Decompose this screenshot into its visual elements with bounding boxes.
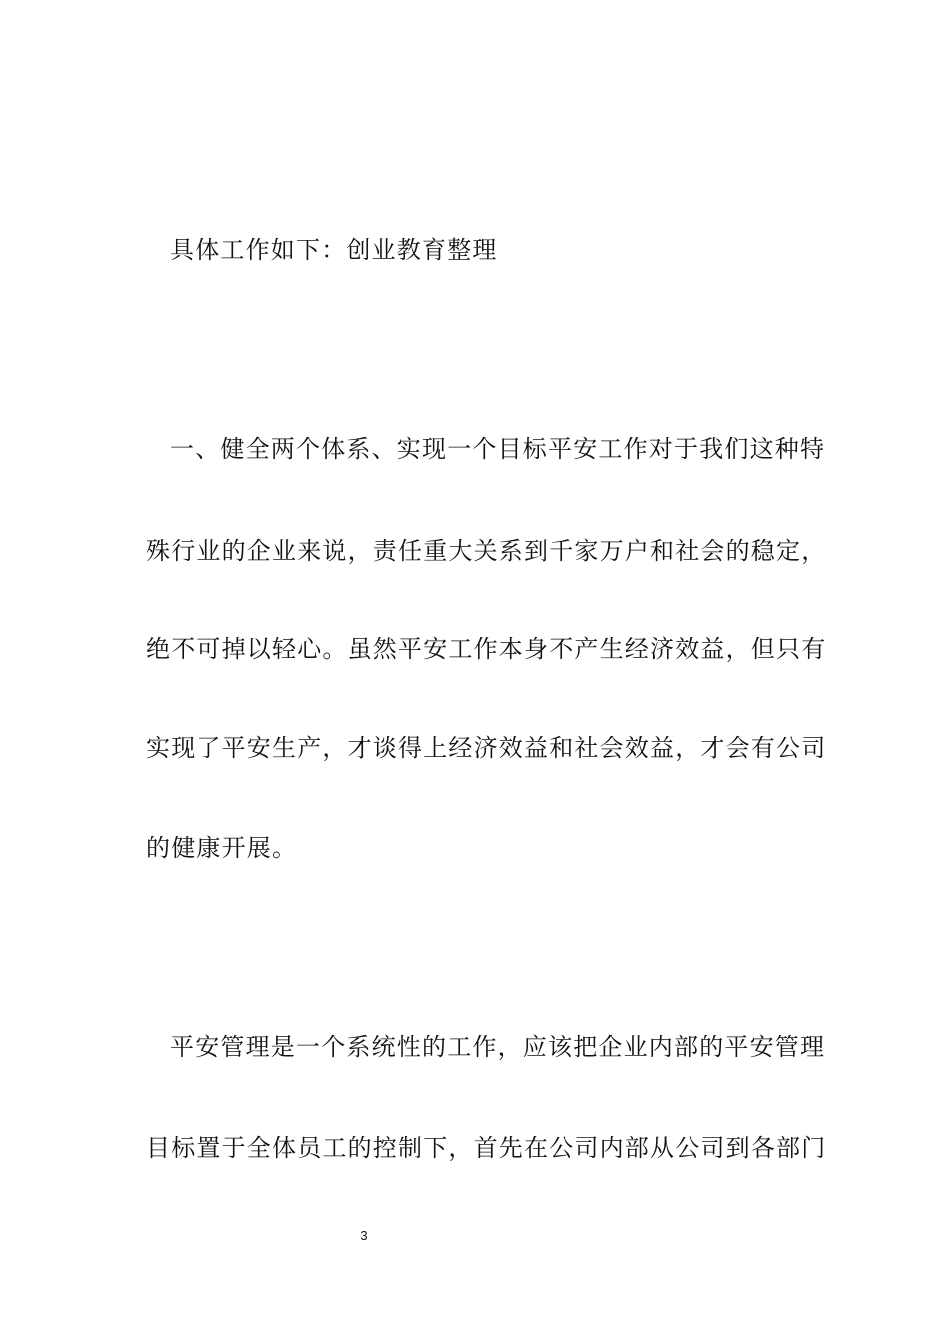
page-number: 3 xyxy=(360,1228,368,1243)
section1-line-5: 的健康开展。 xyxy=(146,834,298,862)
section1-line-3: 绝不可掉以轻心。虽然平安工作本身不产生经济效益，但只有 xyxy=(146,635,827,663)
section2-line-1: 平安管理是一个系统性的工作，应该把企业内部的平安管理 xyxy=(170,1033,826,1061)
section2-line-2: 目标置于全体员工的控制下，首先在公司内部从公司到各部门 xyxy=(146,1134,827,1162)
heading-line: 具体工作如下：创业教育整理 xyxy=(170,236,498,264)
section1-line-2: 殊行业的企业来说，责任重大关系到千家万户和社会的稳定， xyxy=(146,537,827,565)
section1-line-4: 实现了平安生产，才谈得上经济效益和社会效益，才会有公司 xyxy=(146,734,827,762)
section1-line-1: 一、健全两个体系、实现一个目标平安工作对于我们这种特 xyxy=(170,435,826,463)
